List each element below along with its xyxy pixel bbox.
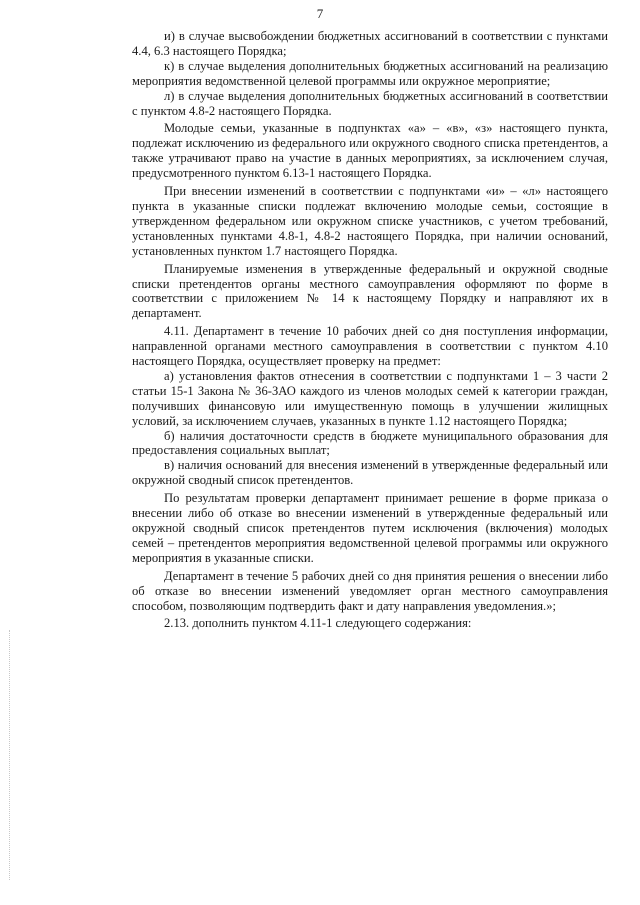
paragraph-exclusion: Молодые семьи, указанные в подпунктах «а» – «в», «з» настоящего пункта, подлежат исключению из федерального или окружного сводного списка претендентов, а также утрачивают право на участие в данных мероприятиях, за исключением случая, предусмотренного пунктом 6.13-1 настоящего Порядка. (132, 121, 608, 181)
paragraph-check-v: в) наличия оснований для внесения изменений в утвержденные федеральный или окружной сводный список претендентов. (132, 458, 608, 488)
document-body (132, 29, 608, 631)
paragraph-4-11: 4.11. Департамент в течение 10 рабочих дней со дня поступления информации, направленной органами местного самоуправления в соответствии с пунктом 4.10 настоящего Порядка, осуществляет проверку на предмет: (132, 324, 608, 369)
paragraph-planned-changes: Планируемые изменения в утвержденные федеральный и окружной сводные списки претендентов органы местного самоуправления оформляют по форме в соответствии с приложением № 14 к настоящему Порядку и направляют их в департамент. (132, 261, 608, 321)
paragraph-subitem-l: л) в случае выделения дополнительных бюджетных ассигнований в соответствии с пунктом 4.8-2 настоящего Порядка. (132, 88, 608, 118)
paragraph-subitem-k: к) в случае выделения дополнительных бюджетных ассигнований на реализацию мероприятия ведомственной целевой программы или окружное мероприятие; (132, 58, 608, 88)
paragraph-check-a: а) установления фактов отнесения в соответствии с подпунктами 1 – 3 части 2 статьи 15-1 Закона № 36-ЗАО каждого из членов молодых семей к категории граждан, получивших финансовую или имущественную помощь в улучшении жилищных условий, за исключением случаев, указанных в пункте 1.12 настоящего Порядка; (132, 368, 608, 428)
paragraph-decision: По результатам проверки департамент принимает решение в форме приказа о внесении либо об отказе во внесении изменений в утвержденные федеральный или окружной сводный список претендентов путем исключения (включения) молодых семей – претендентов мероприятия ведомственной целевой программы или окружного мероприятия в указанные списки. (132, 491, 608, 565)
paragraph-notification: Департамент в течение 5 рабочих дней со дня принятия решения о внесении либо об отказе во внесении изменений уведомляет орган местного самоуправления способом, позволяющим подтвердить факт и дату направления уведомления.»; (132, 568, 608, 613)
paragraph-subitem-i: и) в случае высвобождении бюджетных ассигнований в соответствии с пунктами 4.4, 6.3 настоящего Порядка; (132, 29, 608, 58)
paragraph-2-13: 2.13. дополнить пунктом 4.11-1 следующего содержания: (164, 616, 472, 631)
page-number: 7 (316, 6, 324, 21)
scan-margin-artifact (9, 630, 11, 880)
paragraph-check-b: б) наличия достаточности средств в бюджете муниципального образования для предоставления социальных выплат; (132, 428, 608, 458)
paragraph-inclusion: При внесении изменений в соответствии с подпунктами «и» – «л» настоящего пункта в указанные списки подлежат включению молодые семьи, состоящие в утвержденном федеральном или окружном списке участников, с учетом требований, установленных пунктами 4.8-1, 4.8-2 настоящего Порядка, при наличии оснований, установленных пунктом 1.7 настоящего Порядка. (132, 184, 608, 258)
